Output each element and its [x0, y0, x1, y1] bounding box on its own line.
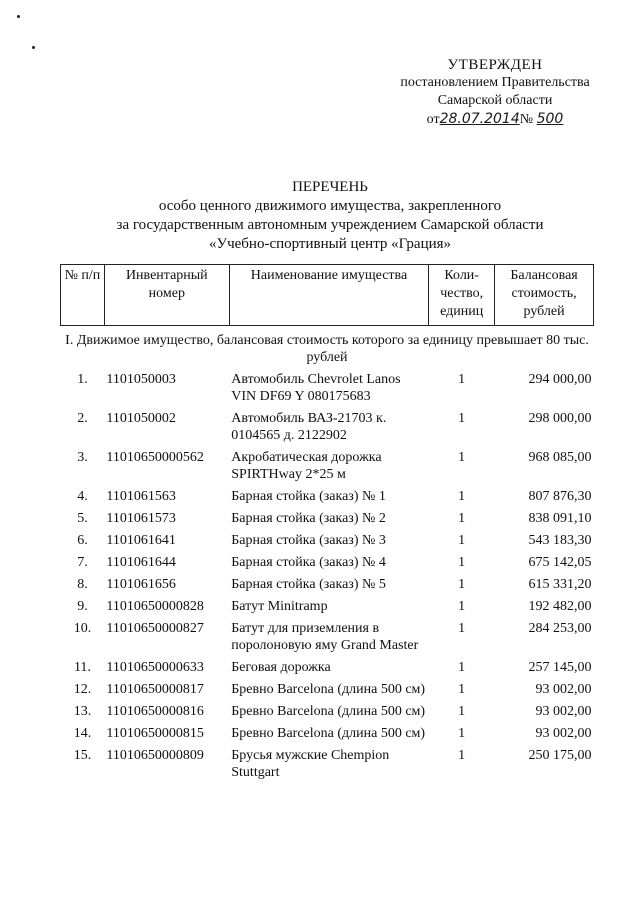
table-row: [61, 487, 594, 509]
row-name: Бревно Barcelona (длина 500 см): [231, 726, 426, 741]
row-cost: 284 253,00: [528, 621, 592, 636]
row-name: Барная стойка (заказ) № 5: [231, 577, 386, 592]
scan-speck: [32, 46, 35, 49]
table-row: [61, 575, 594, 597]
row-quantity: 1: [458, 372, 466, 387]
row-name: Бревно Barcelona (длина 500 см): [231, 682, 426, 697]
row-cost: 838 091,10: [528, 511, 592, 526]
table-row: [61, 724, 594, 746]
row-inventory: 11010650000817: [106, 682, 204, 697]
row-inventory: 1101061656: [106, 577, 176, 592]
row-inventory: 1101050002: [106, 411, 176, 426]
scan-speck: [17, 15, 20, 18]
header-name: Наименование имущества: [229, 265, 428, 326]
table-row: [61, 370, 594, 409]
row-inventory: 11010650000633: [106, 660, 204, 675]
row-quantity: 1: [458, 599, 466, 614]
handwritten-number: 500: [536, 111, 564, 127]
row-num: 9.: [77, 599, 88, 614]
row-num: 14.: [73, 726, 92, 741]
row-num: 7.: [77, 555, 88, 570]
row-cost: 807 876,30: [528, 489, 592, 504]
row-quantity: 1: [458, 511, 466, 526]
table-row: [61, 553, 594, 575]
row-cost: 250 175,00: [528, 748, 592, 763]
row-quantity: 1: [458, 660, 466, 675]
row-quantity: 1: [458, 748, 466, 763]
row-cost: 93 002,00: [535, 726, 592, 741]
row-name: Барная стойка (заказ) № 1: [231, 489, 386, 504]
row-inventory: 11010650000816: [106, 704, 204, 719]
table-row: [61, 448, 594, 487]
section-row: [61, 326, 594, 371]
row-inventory: 11010650000815: [106, 726, 204, 741]
row-num: 1.: [77, 372, 88, 387]
row-inventory: 11010650000809: [106, 748, 204, 763]
row-num: 11.: [73, 660, 91, 675]
row-inventory: 1101061641: [106, 533, 176, 548]
row-name: Барная стойка (заказ) № 3: [231, 533, 386, 548]
table-header-row: [61, 265, 594, 326]
row-quantity: 1: [458, 682, 466, 697]
document-heading: [60, 178, 600, 254]
row-cost: 93 002,00: [535, 682, 592, 697]
row-cost: 192 482,00: [528, 599, 592, 614]
table-row: [61, 409, 594, 448]
row-name: Автомобиль ВАЗ-21703 к. 0104565 д. 2122902: [231, 411, 387, 443]
date-prefix: от: [426, 112, 440, 127]
row-cost: 93 002,00: [535, 704, 592, 719]
approval-stamp: [380, 56, 610, 129]
row-quantity: 1: [458, 533, 466, 548]
row-inventory: 1101061573: [106, 511, 176, 526]
row-name: Брусья мужские Chempion Stuttgart: [231, 748, 390, 780]
row-quantity: 1: [458, 450, 466, 465]
row-num: 2.: [77, 411, 88, 426]
section-title: I. Движимое имущество, балансовая стоимость которого за единицу превышает 80 тыс. рублей: [65, 333, 589, 365]
table-row: [61, 680, 594, 702]
row-name: Акробатическая дорожка SPIRTHway 2*25 м: [231, 450, 382, 482]
row-cost: 294 000,00: [528, 372, 592, 387]
row-cost: 257 145,00: [528, 660, 592, 675]
approval-date-line: [380, 110, 610, 129]
approval-line-1: постановлением Правительства: [400, 75, 590, 90]
row-cost: 615 331,20: [528, 577, 592, 592]
header-inventory: Инвентарный номер: [104, 265, 229, 326]
row-name: Батут для приземления в поролоновую яму Grand Master: [231, 621, 419, 653]
row-num: 10.: [73, 621, 92, 636]
row-name: Автомобиль Chevrolet Lanos VIN DF69 Y 080175683: [231, 372, 401, 404]
table-row: [61, 619, 594, 658]
row-name: Беговая дорожка: [231, 660, 331, 675]
heading-line-2: за государственным автономным учреждением Самарской области: [116, 217, 544, 233]
row-num: 13.: [73, 704, 92, 719]
approval-title: УТВЕРЖДЕН: [447, 57, 543, 73]
row-num: 3.: [77, 450, 88, 465]
row-inventory: 11010650000827: [106, 621, 204, 636]
table-row: [61, 531, 594, 553]
row-name: Барная стойка (заказ) № 4: [231, 555, 386, 570]
row-num: 5.: [77, 511, 88, 526]
row-quantity: 1: [458, 411, 466, 426]
table-row: [61, 702, 594, 724]
handwritten-date: 28.07.2014: [439, 111, 520, 127]
row-name: Батут Minitramp: [231, 599, 328, 614]
header-quantity: Коли-чество, единиц: [429, 265, 495, 326]
table-row: [61, 658, 594, 680]
row-quantity: 1: [458, 555, 466, 570]
row-num: 8.: [77, 577, 88, 592]
row-name: Бревно Barcelona (длина 500 см): [231, 704, 426, 719]
header-cost: Балансовая стоимость, рублей: [495, 265, 594, 326]
row-cost: 298 000,00: [528, 411, 592, 426]
row-num: 4.: [77, 489, 88, 504]
row-cost: 543 183,30: [528, 533, 592, 548]
approval-line-2: Самарской области: [437, 93, 553, 108]
header-num: № п/п: [61, 265, 105, 326]
heading-title: ПЕРЕЧЕНЬ: [292, 179, 368, 195]
row-quantity: 1: [458, 489, 466, 504]
row-num: 15.: [73, 748, 92, 763]
row-quantity: 1: [458, 621, 466, 636]
row-cost: 675 142,05: [528, 555, 592, 570]
row-inventory: 11010650000828: [106, 599, 204, 614]
row-cost: 968 085,00: [528, 450, 592, 465]
heading-line-1: особо ценного движимого имущества, закрепленного: [158, 198, 502, 214]
row-inventory: 1101050003: [106, 372, 176, 387]
row-inventory: 11010650000562: [106, 450, 204, 465]
property-table: [60, 264, 594, 785]
number-prefix: №: [519, 112, 534, 127]
row-num: 6.: [77, 533, 88, 548]
row-quantity: 1: [458, 577, 466, 592]
row-quantity: 1: [458, 704, 466, 719]
table-row: [61, 509, 594, 531]
table-row: [61, 746, 594, 785]
row-inventory: 1101061563: [106, 489, 176, 504]
heading-line-3: «Учебно-спортивный центр «Грация»: [208, 236, 452, 252]
row-quantity: 1: [458, 726, 466, 741]
table-row: [61, 597, 594, 619]
row-inventory: 1101061644: [106, 555, 176, 570]
row-name: Барная стойка (заказ) № 2: [231, 511, 386, 526]
row-num: 12.: [73, 682, 92, 697]
